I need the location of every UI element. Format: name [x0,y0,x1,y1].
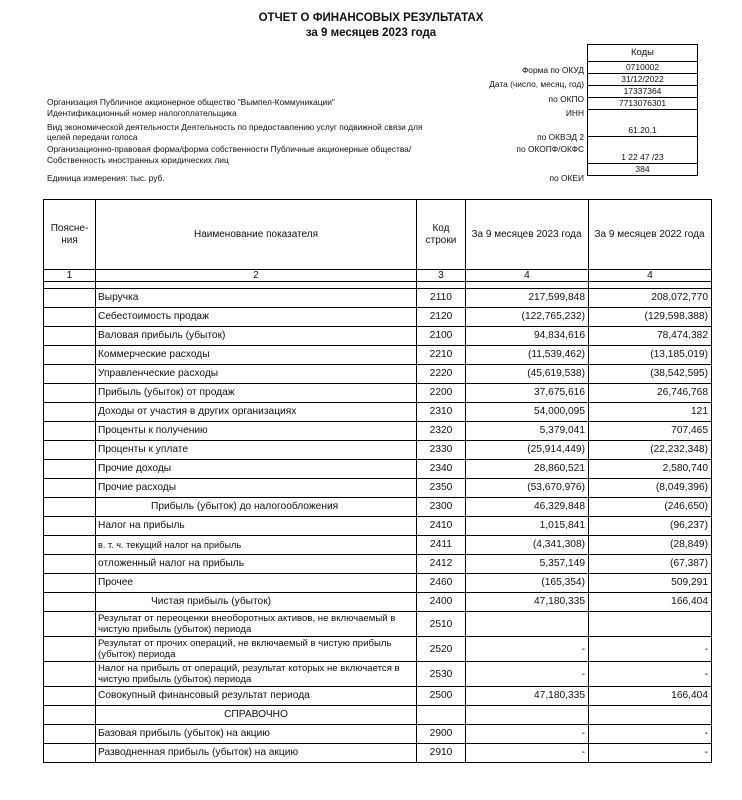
row-name: Себестоимость продаж [96,308,417,327]
row-code: 2520 [417,637,466,662]
date-value: 31/12/2022 [588,74,698,86]
header-current: За 9 месяцев 2023 года [466,200,589,270]
row-note [44,517,96,536]
row-previous-value: (129,598,388) [589,308,712,327]
row-previous-value: (13,185,019) [589,346,712,365]
row-note [44,498,96,517]
col-number: 4 [466,270,589,282]
table-row [44,384,712,403]
row-current-value: 46,329,848 [466,498,589,517]
row-note [44,662,96,687]
row-current-value: 94,834,616 [466,327,589,346]
row-name: Коммерческие расходы [96,346,417,365]
header-previous: За 9 месяцев 2022 года [589,200,712,270]
row-current-value: 1,015,841 [466,517,589,536]
row-code: 2310 [417,403,466,422]
table-row [44,593,712,612]
okopf-label: по ОКОПФ/ОКФС [516,144,584,154]
row-code: 2410 [417,517,466,536]
row-current-value: (25,914,449) [466,441,589,460]
table-row [44,327,712,346]
table-row [44,479,712,498]
row-previous-value: (96,237) [589,517,712,536]
row-previous-value: - [589,744,712,763]
inn-value: 7713076301 [588,98,698,110]
row-previous-value: - [589,637,712,662]
okud-value: 0710002 [588,62,698,74]
table-row [44,422,712,441]
row-current-value: 28,860,521 [466,460,589,479]
row-code: 2460 [417,574,466,593]
codes-header: Коды [588,45,698,62]
row-note [44,637,96,662]
table-row [44,536,712,555]
row-name: Прочие расходы [96,479,417,498]
row-name: в. т. ч. текущий налог на прибыль [96,536,417,555]
row-name: Управленческие расходы [96,365,417,384]
row-previous-value: 2,580,740 [589,460,712,479]
row-current-value: - [466,725,589,744]
table-row [44,612,712,637]
row-current-value: (45,619,538) [466,365,589,384]
row-name: Прибыль (убыток) от продаж [96,384,417,403]
row-current-value: 47,180,335 [466,593,589,612]
date-label: Дата (число, месяц, год) [489,79,584,89]
table-row [44,403,712,422]
row-name: Результат от переоценки внеоборотных активов, не включаемый в чистую прибыль (убыток) периода [96,612,417,637]
row-note [44,308,96,327]
okei-label: по ОКЕИ [549,173,584,183]
row-name: Разводненная прибыль (убыток) на акцию [96,744,417,763]
row-previous-value: (28,849) [589,536,712,555]
row-current-value: (53,670,976) [466,479,589,498]
report-title: ОТЧЕТ О ФИНАНСОВЫХ РЕЗУЛЬТАТАХ [258,12,484,24]
row-name: Совокупный финансовый результат периода [96,687,417,706]
okved-label: по ОКВЭД 2 [537,132,584,142]
row-note [44,346,96,365]
row-name: Прочее [96,574,417,593]
row-note [44,574,96,593]
row-code: 2340 [417,460,466,479]
row-current-value: 47,180,335 [466,687,589,706]
row-code: 2412 [417,555,466,574]
row-current-value: - [466,662,589,687]
table-row [44,365,712,384]
row-code: 2220 [417,365,466,384]
row-name: Доходы от участия в других организациях [96,403,417,422]
header-name: Наименование показателя [96,200,417,270]
table-row [44,687,712,706]
row-name: Проценты к уплате [96,441,417,460]
activity-type-line2: целей передачи голоса [47,132,138,142]
row-code: 2320 [417,422,466,441]
okei-value: 384 [588,164,698,176]
row-code: 2411 [417,536,466,555]
row-previous-value: (22,232,348) [589,441,712,460]
row-note [44,744,96,763]
row-previous-value: (246,650) [589,498,712,517]
row-note [44,687,96,706]
table-row [44,637,712,662]
reference-title: СПРАВОЧНО [96,706,417,725]
row-current-value: (122,765,232) [466,308,589,327]
row-previous-value: 208,072,770 [589,289,712,308]
table-row [44,744,712,763]
row-previous-value: (67,387) [589,555,712,574]
row-code: 2350 [417,479,466,498]
row-current-value: 5,357,149 [466,555,589,574]
header-code: Код строки [417,200,466,270]
row-previous-value: - [589,725,712,744]
table-row [44,574,712,593]
row-previous-value: 121 [589,403,712,422]
row-previous-value: (8,049,396) [589,479,712,498]
col-number: 3 [417,270,466,282]
row-code: 2510 [417,612,466,637]
row-code [417,706,466,725]
codes-table [587,44,698,176]
table-row [44,662,712,687]
row-code: 2500 [417,687,466,706]
header-note: Поясне-ния [44,200,96,270]
row-note [44,725,96,744]
row-code: 2210 [417,346,466,365]
table-row [44,517,712,536]
row-previous-value: 26,746,768 [589,384,712,403]
row-note [44,593,96,612]
row-previous-value: 707,465 [589,422,712,441]
table-row [44,460,712,479]
table-row [44,441,712,460]
row-current-value: (4,341,308) [466,536,589,555]
row-name: Базовая прибыль (убыток) на акцию [96,725,417,744]
row-note [44,612,96,637]
row-current-value: (11,539,462) [466,346,589,365]
report-period: за 9 месяцев 2023 года [305,27,437,39]
row-name: Результат от прочих операций, не включаемый в чистую прибыль (убыток) периода [96,637,417,662]
row-code: 2110 [417,289,466,308]
okopf-value: 1 22 47 /23 [588,137,698,164]
row-current-value: - [466,637,589,662]
table-row [44,555,712,574]
row-code: 2200 [417,384,466,403]
measurement-unit: Единица измерения: тыс. руб. [47,173,165,183]
row-name: Чистая прибыль (убыток) [96,593,417,612]
col-number: 2 [96,270,417,282]
row-name: Прочие доходы [96,460,417,479]
row-name: отложенный налог на прибыль [96,555,417,574]
row-code: 2910 [417,744,466,763]
taxpayer-id-label: Идентификационный номер налогоплательщика [47,108,237,118]
row-name: Прибыль (убыток) до налогообложения [96,498,417,517]
row-note [44,706,96,725]
row-note [44,422,96,441]
table-row [44,498,712,517]
table-row [44,725,712,744]
row-note [44,479,96,498]
row-current-value: 37,675,616 [466,384,589,403]
row-name: Валовая прибыль (убыток) [96,327,417,346]
legal-form: Организационно-правовая форма/форма собственности Публичные акционерные общества/ [47,144,412,154]
row-code: 2900 [417,725,466,744]
row-previous-value: 166,404 [589,687,712,706]
okud-label: Форма по ОКУД [521,65,584,75]
okpo-value: 17337364 [588,86,698,98]
row-current-value: 217,599,848 [466,289,589,308]
row-note [44,384,96,403]
row-current-value: 5,379,041 [466,422,589,441]
ownership-form: Собственность иностранных юридических лиц [47,155,229,165]
row-current-value: 54,000,095 [466,403,589,422]
okved-value: 61.20.1 [588,110,698,137]
reference-header-row [44,706,712,725]
row-code: 2100 [417,327,466,346]
row-name: Проценты к получению [96,422,417,441]
organization-name: Организация Публичное акционерное общество "Вымпел-Коммуникации" [47,97,335,107]
row-code: 2330 [417,441,466,460]
activity-type-line1: Вид экономической деятельности Деятельность по предоставлению услуг подвижной связи для [47,122,423,132]
row-current-value [466,612,589,637]
row-note [44,327,96,346]
row-note [44,460,96,479]
col-number: 1 [44,270,96,282]
okpo-label: по ОКПО [548,94,584,104]
row-note [44,289,96,308]
row-previous-value: 78,474,382 [589,327,712,346]
row-previous-value: 166,404 [589,593,712,612]
financial-results-table [43,199,712,763]
col-number: 4 [589,270,712,282]
table-row [44,308,712,327]
row-note [44,555,96,574]
table-row [44,346,712,365]
row-code: 2530 [417,662,466,687]
row-previous-value: - [589,662,712,687]
row-note [44,441,96,460]
row-code: 2300 [417,498,466,517]
row-name: Налог на прибыль [96,517,417,536]
row-code: 2120 [417,308,466,327]
row-previous-value [589,612,712,637]
row-name: Выручка [96,289,417,308]
row-previous-value: 509,291 [589,574,712,593]
row-note [44,536,96,555]
row-previous-value [589,706,712,725]
row-note [44,365,96,384]
row-code: 2400 [417,593,466,612]
row-current-value: (165,354) [466,574,589,593]
table-row [44,289,712,308]
row-current-value [466,706,589,725]
row-current-value: - [466,744,589,763]
row-name: Налог на прибыль от операций, результат которых не включается в чистую прибыль (убыток) периода [96,662,417,687]
row-note [44,403,96,422]
row-previous-value: (38,542,595) [589,365,712,384]
inn-label: ИНН [565,108,584,118]
